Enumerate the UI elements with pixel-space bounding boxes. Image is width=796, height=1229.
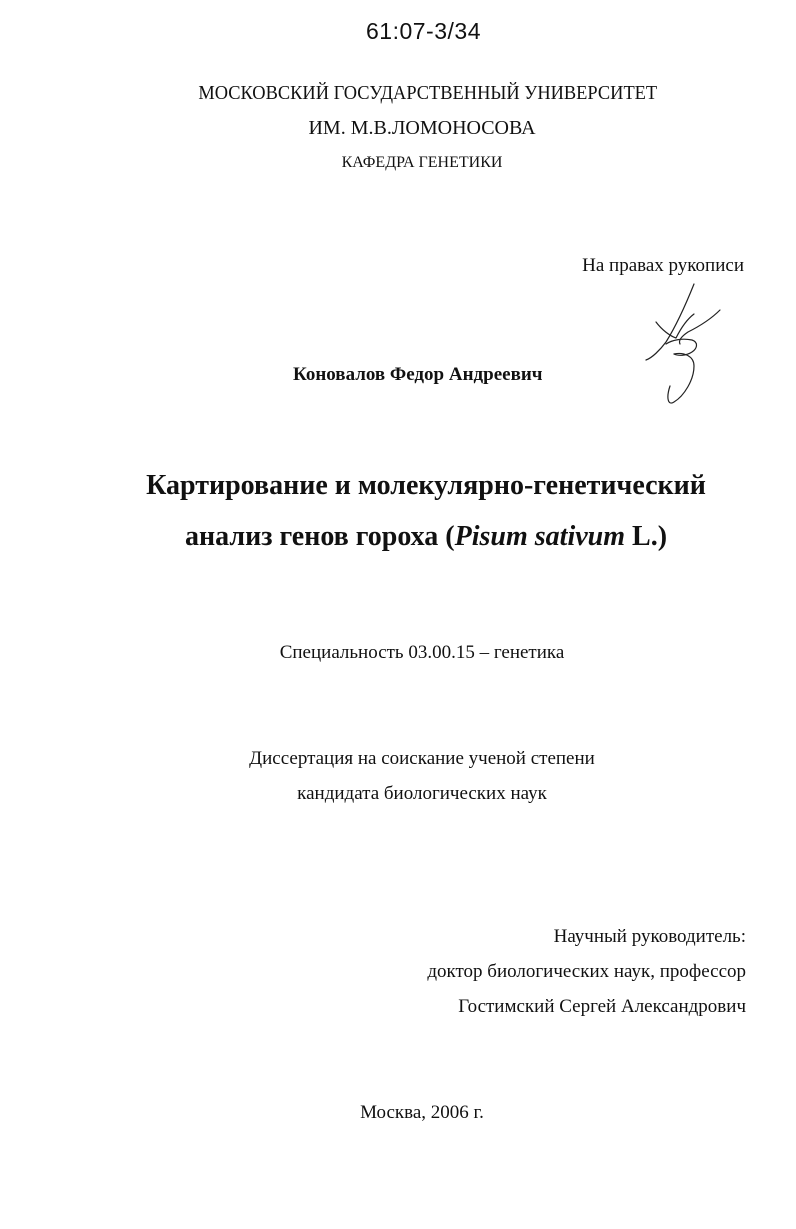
degree-line-2: кандидата биологических наук	[297, 783, 547, 804]
university-name: МОСКОВСКИЙ ГОСУДАРСТВЕННЫЙ УНИВЕРСИТЕТ	[198, 82, 658, 104]
university-named-after: ИМ. М.В.ЛОМОНОСОВА	[308, 117, 536, 139]
species-latin-name: Pisum sativum	[454, 521, 626, 552]
archive-stamp-number: 61:07-3/34	[366, 18, 481, 44]
handwritten-signature	[636, 282, 726, 408]
degree-line-1: Диссертация на соискание ученой степени	[249, 748, 595, 769]
advisor-degree: доктор биологических наук, профессор	[427, 961, 746, 982]
title-line-2-suffix: L.)	[625, 521, 668, 552]
advisor-name: Гостимский Сергей Александрович	[458, 996, 746, 1017]
dissertation-title-line-2	[28, 521, 796, 553]
dissertation-title-line-1: Картирование и молекулярно-генетический	[146, 470, 706, 501]
manuscript-rights-note: На правах рукописи	[582, 255, 744, 276]
department-name: КАФЕДРА ГЕНЕТИКИ	[341, 154, 503, 171]
advisor-label: Научный руководитель:	[553, 926, 746, 947]
author-name: Коновалов Федор Андреевич	[293, 364, 543, 385]
specialty-line: Специальность 03.00.15 – генетика	[279, 642, 565, 663]
title-line-2-prefix: анализ генов гороха (	[184, 521, 455, 552]
city-year: Москва, 2006 г.	[360, 1102, 484, 1123]
